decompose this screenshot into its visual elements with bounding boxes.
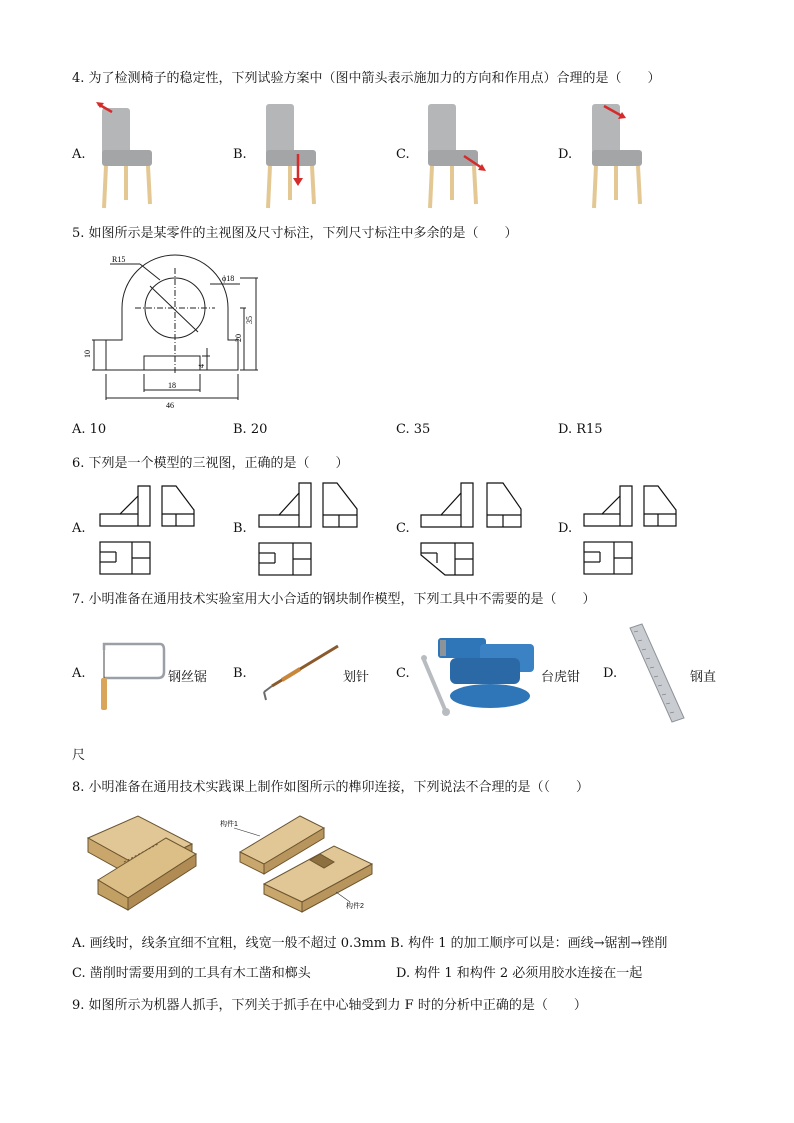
question-9-stem: 9. 如图所示为机器人抓手，下列关于抓手在中心轴受到力 F 时的分析中正确的是（ ） xyxy=(72,998,587,1013)
three-view-drawing-c xyxy=(419,481,523,579)
q4-option-a-label[interactable]: A. xyxy=(72,147,86,162)
bench-vise-image xyxy=(420,630,542,720)
q6-option-d-label[interactable]: D. xyxy=(558,521,573,536)
mortise-tenon-joint-image xyxy=(84,812,378,912)
q4-option-d-label[interactable]: D. xyxy=(558,147,573,162)
q5-option-b[interactable]: B. 20 xyxy=(233,422,268,437)
q8-option-a-b[interactable]: A. 画线时，线条宜细不宜粗，线宽一般不超过 0.3mm B. 构件 1 的加工顺序可以是：画线→锯割→锉削 xyxy=(72,936,668,951)
wire-saw-image xyxy=(94,636,166,712)
q6-option-c-label[interactable]: C. xyxy=(396,521,410,536)
question-5-stem: 5. 如图所示是某零件的主视图及尺寸标注，下列尺寸标注中多余的是（ ） xyxy=(72,226,518,241)
q7-option-d-text: 钢直 xyxy=(690,670,717,685)
q5-option-d[interactable]: D. R15 xyxy=(558,422,603,437)
question-6-stem: 6. 下列是一个模型的三视图，正确的是（ ） xyxy=(72,456,349,471)
chair-image-c xyxy=(418,100,490,210)
part-front-view-drawing xyxy=(80,250,270,410)
dim-20: 20 xyxy=(234,334,243,342)
question-4-stem: 4. 为了检测椅子的稳定性，下列试验方案中（图中箭头表示施加力的方向和作用点）合理的是（ ） xyxy=(72,71,661,86)
chair-image-d xyxy=(582,100,648,210)
q7-option-b-letter[interactable]: B. xyxy=(233,666,247,681)
part-1-label: 构件1 xyxy=(220,821,238,828)
q4-option-c-label[interactable]: C. xyxy=(396,147,410,162)
q7-option-c-letter[interactable]: C. xyxy=(396,666,410,681)
q8-option-d[interactable]: D. 构件 1 和构件 2 必须用胶水连接在一起 xyxy=(396,966,643,981)
q5-option-a[interactable]: A. 10 xyxy=(72,422,107,437)
q7-option-b-text: 划针 xyxy=(343,670,370,685)
dim-r15: R15 xyxy=(112,255,126,264)
q8-option-c[interactable]: C. 凿削时需要用到的工具有木工凿和榔头 xyxy=(72,966,311,981)
q7-option-a-text: 钢丝锯 xyxy=(168,670,208,685)
three-view-drawing-b xyxy=(257,481,361,579)
dim-10: 10 xyxy=(83,350,92,358)
q7-option-c-text: 台虎钳 xyxy=(541,670,581,685)
q7-option-a-letter[interactable]: A. xyxy=(72,666,86,681)
dim-46: 46 xyxy=(166,401,174,410)
chair-image-b xyxy=(256,100,322,210)
dim-35: 35 xyxy=(245,316,254,324)
dim-18: 18 xyxy=(168,381,176,390)
question-7-stem: 7. 小明准备在通用技术实验室用大小合适的钢块制作模型，下列工具中不需要的是（ ） xyxy=(72,592,596,607)
q6-option-a-label[interactable]: A. xyxy=(72,521,86,536)
dim-phi18: ϕ18 xyxy=(222,274,235,283)
q4-option-b-label[interactable]: B. xyxy=(233,147,247,162)
three-view-drawing-a xyxy=(98,484,198,578)
three-view-drawing-d xyxy=(582,484,682,578)
steel-ruler-image xyxy=(626,622,688,726)
scriber-image xyxy=(258,642,342,702)
chair-image-a xyxy=(92,100,158,210)
q6-option-b-label[interactable]: B. xyxy=(233,521,247,536)
dim-4: 4 xyxy=(197,364,206,368)
q5-option-c[interactable]: C. 35 xyxy=(396,422,431,437)
q7-option-d-letter[interactable]: D. xyxy=(603,666,618,681)
part-2-label: 构件2 xyxy=(346,903,364,910)
q7-option-d-text-wrap: 尺 xyxy=(72,748,86,763)
question-8-stem: 8. 小明准备在通用技术实践课上制作如图所示的榫卯连接，下列说法不合理的是（（ ） xyxy=(72,780,590,795)
